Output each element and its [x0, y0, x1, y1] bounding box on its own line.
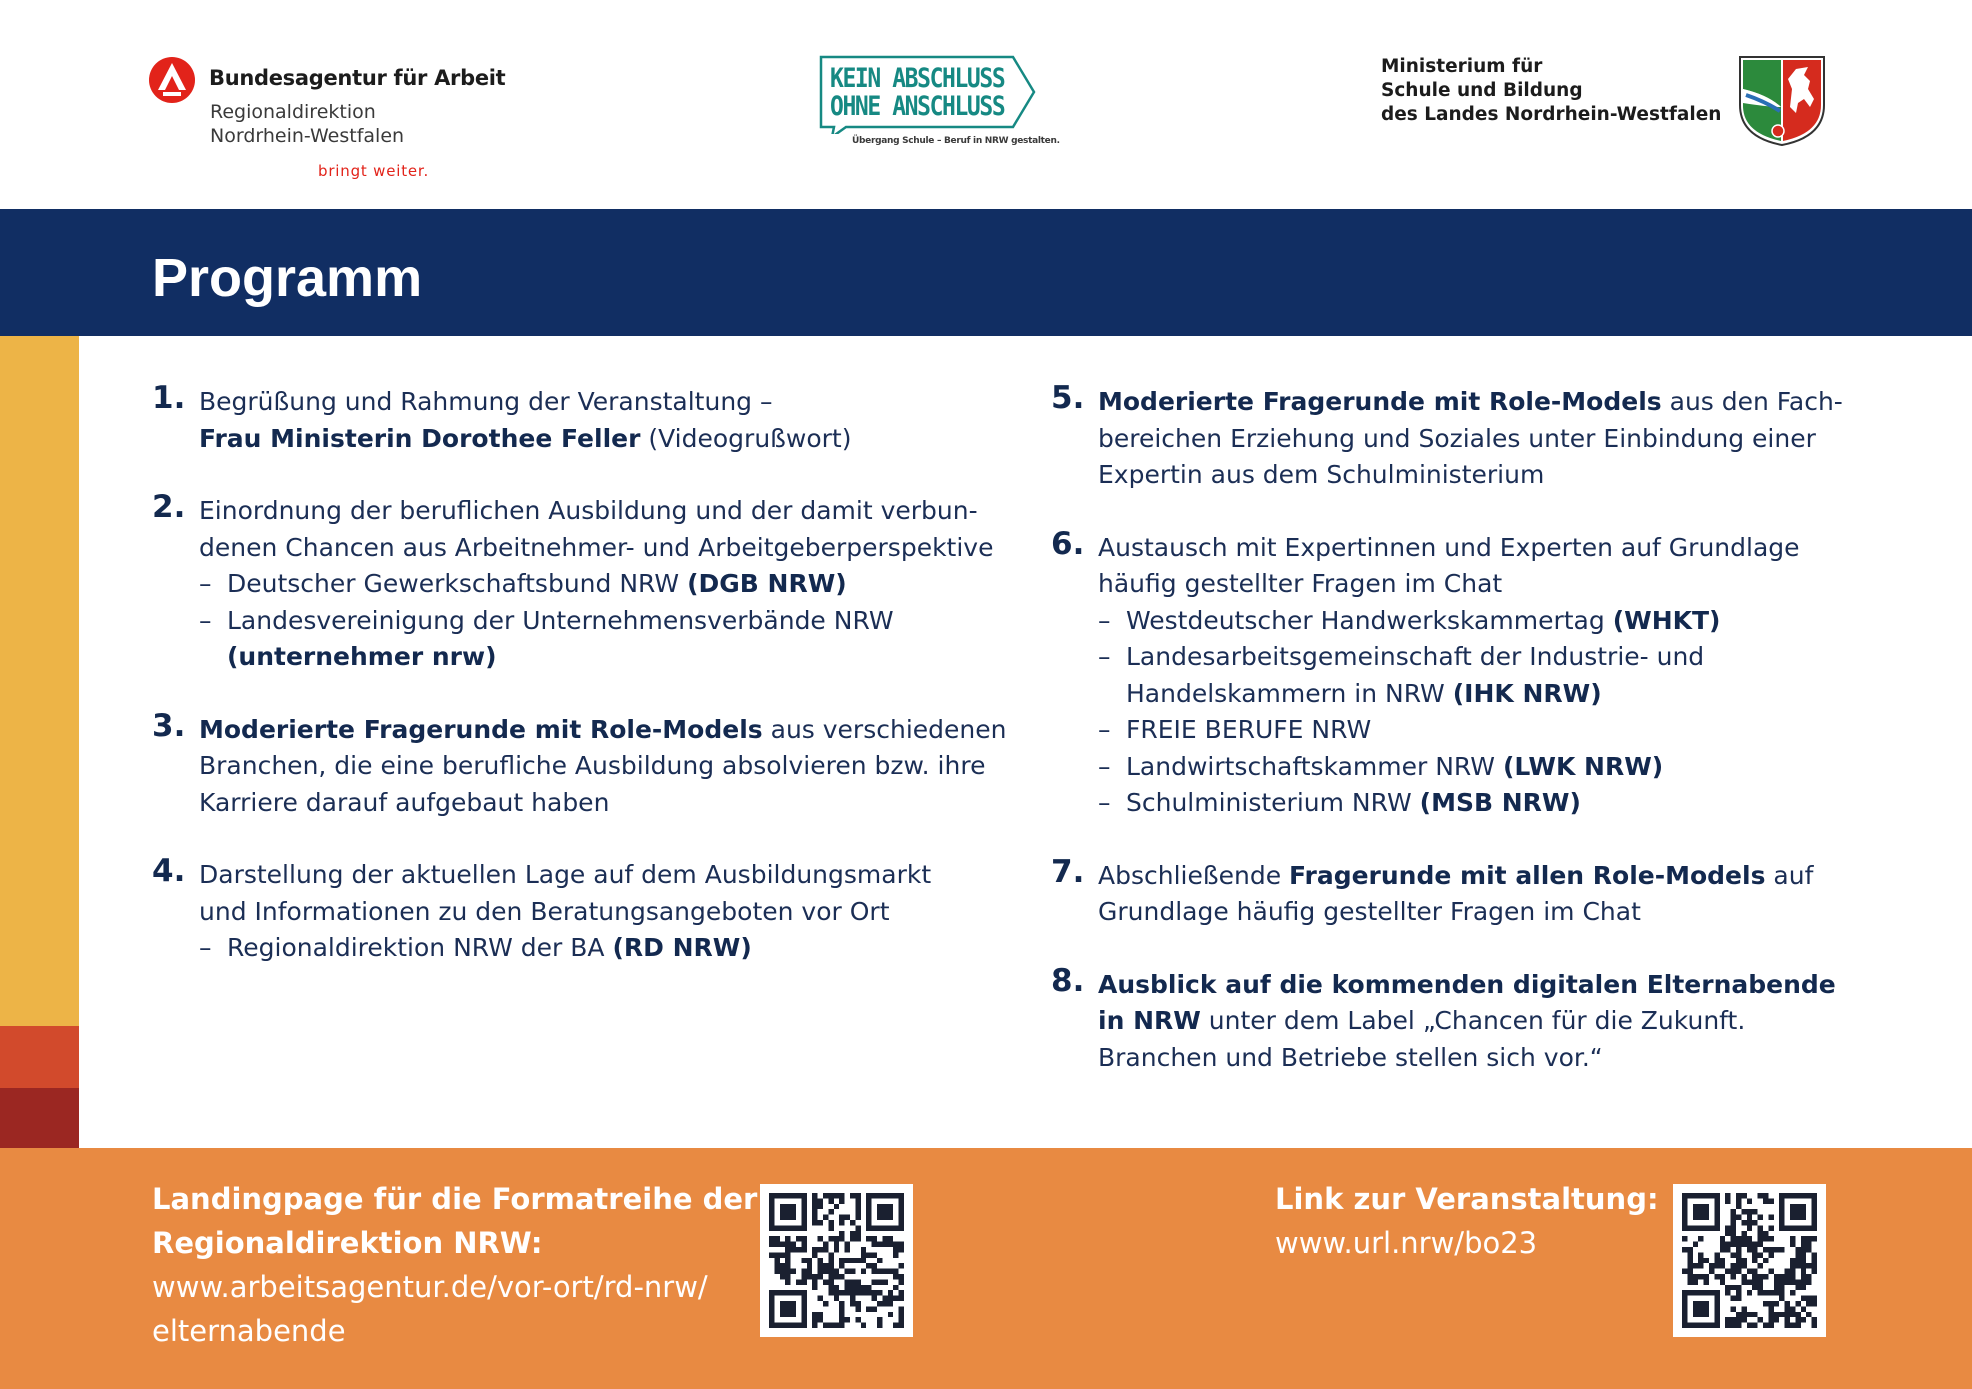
program-item-4 [152, 853, 972, 967]
sub-item: – Schulministerium NRW (MSB NRW) [1098, 788, 1581, 817]
item-number: 3. [152, 707, 186, 744]
item-line: Karriere darauf aufgebaut haben [199, 787, 610, 817]
item-bold-text: Frau Ministerin Dorothee Feller [199, 423, 641, 453]
item-line [199, 712, 1007, 749]
kaoa-logo [818, 54, 1060, 154]
item-text: aus den Fach- [1661, 387, 1843, 416]
program-item-6 [1051, 525, 1871, 822]
item-bold-text: Moderierte Fragerunde mit Role-Models [1098, 387, 1662, 416]
sub-item-abbr: (WHKT) [1612, 605, 1721, 635]
sub-item-abbr: (IHK NRW) [1452, 678, 1602, 708]
sub-item-abbr: (MSB NRW) [1419, 788, 1581, 817]
item-line [1098, 967, 1871, 1004]
ministry-line-2: Schule und Bildung [1381, 80, 1583, 101]
sub-item-text: Landesvereinigung der Unternehmensverbände NRW [227, 605, 894, 635]
item-bold-text: Fragerunde mit allen Role-Models [1289, 860, 1766, 890]
sub-item-abbr: (unternehmer nrw) [227, 642, 497, 671]
item-bold-text: Moderierte Fragerunde mit Role-Models [199, 714, 763, 744]
item-line [1098, 384, 1871, 421]
item-number: 6. [1051, 525, 1085, 562]
sub-item-text: Landesarbeitsgemeinschaft der Industrie- und [1126, 642, 1705, 671]
ministry-logo [1381, 55, 1861, 155]
item-line [1098, 858, 1871, 895]
item-line [199, 421, 972, 458]
sub-item: – FREIE BERUFE NRW [1098, 715, 1372, 744]
sub-item-continuation [199, 639, 972, 676]
page-title: Programm [152, 248, 423, 308]
sub-item-text: Schulministerium NRW [1126, 788, 1420, 817]
kaoa-line-1: KEIN ABSCHLUSS [830, 64, 1005, 94]
item-text: Abschließende [1098, 860, 1290, 890]
nrw-crest-icon [1738, 55, 1826, 147]
sub-item: – Deutscher Gewerkschaftsbund NRW (DGB NRW) [199, 569, 847, 598]
ba-name: Bundesagentur für Arbeit [209, 66, 506, 90]
item-text: aus verschiedenen [762, 714, 1007, 744]
sub-item-abbr: (LWK NRW) [1502, 751, 1664, 781]
sub-item: – Landesvereinigung der Unternehmensverbände NRW [199, 605, 894, 635]
accent-bar-dark-red [0, 1088, 79, 1148]
sub-item-abbr: (DGB NRW) [687, 569, 847, 598]
ba-tagline: bringt weiter. [318, 162, 430, 180]
landingpage-block [152, 1177, 758, 1353]
item-line: Begrüßung und Rahmung der Veranstaltung – [199, 387, 773, 416]
ministry-line-3: des Landes Nordrhein-Westfalen [1381, 104, 1722, 125]
sub-item-text: Westdeutscher Handwerkskammertag [1126, 605, 1613, 635]
kaoa-line-2: OHNE ANSCHLUSS [830, 92, 1005, 122]
landingpage-url-1[interactable]: www.arbeitsagentur.de/vor-ort/rd-nrw/ [152, 1270, 708, 1304]
ba-subtitle-1: Regionaldirektion [210, 101, 376, 123]
item-line: Grundlage häufig gestellter Fragen im Chat [1098, 897, 1641, 926]
event-link-block [1275, 1177, 1675, 1265]
program-item-3 [152, 707, 1007, 822]
program-item-1 [152, 380, 972, 457]
item-line [1098, 1003, 1871, 1040]
event-link-url[interactable]: www.url.nrw/bo23 [1275, 1226, 1538, 1260]
item-line: Darstellung der aktuellen Lage auf dem Ausbildungsmarkt [199, 860, 932, 889]
sub-item-text: Handelskammern in NRW [1126, 678, 1453, 708]
item-text: auf [1765, 860, 1814, 890]
event-link-heading: Link zur Veranstaltung: [1275, 1182, 1659, 1216]
item-line: Austausch mit Expertinnen und Experten auf Grundlage [1098, 532, 1800, 562]
item-bold-text: Ausblick auf die kommenden digitalen Elternabende [1098, 969, 1836, 999]
sub-item-text: FREIE BERUFE NRW [1126, 715, 1372, 744]
item-number: 2. [152, 489, 186, 525]
item-number: 4. [152, 853, 186, 889]
item-line: häufig gestellter Fragen im Chat [1098, 569, 1503, 598]
item-line: Branchen und Betriebe stellen sich vor.“ [1098, 1042, 1603, 1072]
program-column-left [152, 380, 1007, 1003]
kaoa-subline: Übergang Schule – Beruf in NRW gestalten. [852, 136, 1060, 146]
program-item-5 [1051, 380, 1871, 494]
item-number: 1. [152, 380, 186, 416]
ministry-name [1381, 55, 1721, 127]
landingpage-heading-1: Landingpage für die Formatreihe der [152, 1182, 758, 1216]
title-band [0, 209, 1972, 336]
program-item-8 [1051, 962, 1871, 1077]
sub-item: – Landesarbeitsgemeinschaft der Industrie- und [1098, 642, 1705, 671]
item-number: 8. [1051, 962, 1085, 999]
item-line: und Informationen zu den Beratungsangeboten vor Ort [199, 896, 890, 926]
sub-item: – Westdeutscher Handwerkskammertag (WHKT) [1098, 605, 1721, 635]
sub-item-text: Regionaldirektion NRW der BA [227, 933, 613, 962]
qr-code-icon [769, 1193, 904, 1328]
item-number: 7. [1051, 853, 1085, 890]
ministry-line-1: Ministerium für [1381, 56, 1543, 77]
sub-item-text: Deutscher Gewerkschaftsbund NRW [227, 569, 688, 598]
sub-item-abbr: (RD NRW) [612, 933, 752, 962]
program-column-right [1051, 380, 1871, 1112]
sub-item: – Landwirtschaftskammer NRW (LWK NRW) [1098, 751, 1664, 781]
landingpage-qr-code[interactable] [760, 1184, 913, 1337]
item-bold-text: in NRW [1098, 1006, 1201, 1035]
sub-item: – Regionaldirektion NRW der BA (RD NRW) [199, 933, 752, 962]
ba-logo-icon [148, 56, 196, 104]
item-text: (Videogrußwort) [640, 423, 852, 453]
item-line: denen Chancen aus Arbeitnehmer- und Arbeitgeberperspektive [199, 532, 994, 562]
ba-subtitle-2: Nordrhein-Westfalen [210, 125, 405, 147]
program-item-2 [152, 489, 994, 676]
program-item-7 [1051, 853, 1871, 931]
footer [0, 1148, 1972, 1389]
landingpage-url-2[interactable]: elternabende [152, 1314, 346, 1348]
landingpage-heading-2: Regionaldirektion NRW: [152, 1226, 543, 1260]
qr-code-icon [1682, 1193, 1817, 1328]
item-line: Einordnung der beruflichen Ausbildung und der damit verbun- [199, 496, 978, 525]
item-text: unter dem Label „Chancen für die Zukunft. [1200, 1006, 1746, 1035]
event-qr-code[interactable] [1673, 1184, 1826, 1337]
item-line: bereichen Erziehung und Soziales unter Einbindung einer [1098, 423, 1816, 453]
sub-item-text: Landwirtschaftskammer NRW [1126, 751, 1503, 781]
accent-bar-yellow [0, 336, 79, 1026]
sub-item-continuation [1098, 676, 1871, 713]
item-line: Expertin aus dem Schulministerium [1098, 460, 1545, 489]
ba-logo [148, 52, 508, 187]
item-line: Branchen, die eine berufliche Ausbildung absolvieren bzw. ihre [199, 751, 986, 780]
accent-bar-red [0, 1026, 79, 1088]
item-number: 5. [1051, 380, 1085, 416]
